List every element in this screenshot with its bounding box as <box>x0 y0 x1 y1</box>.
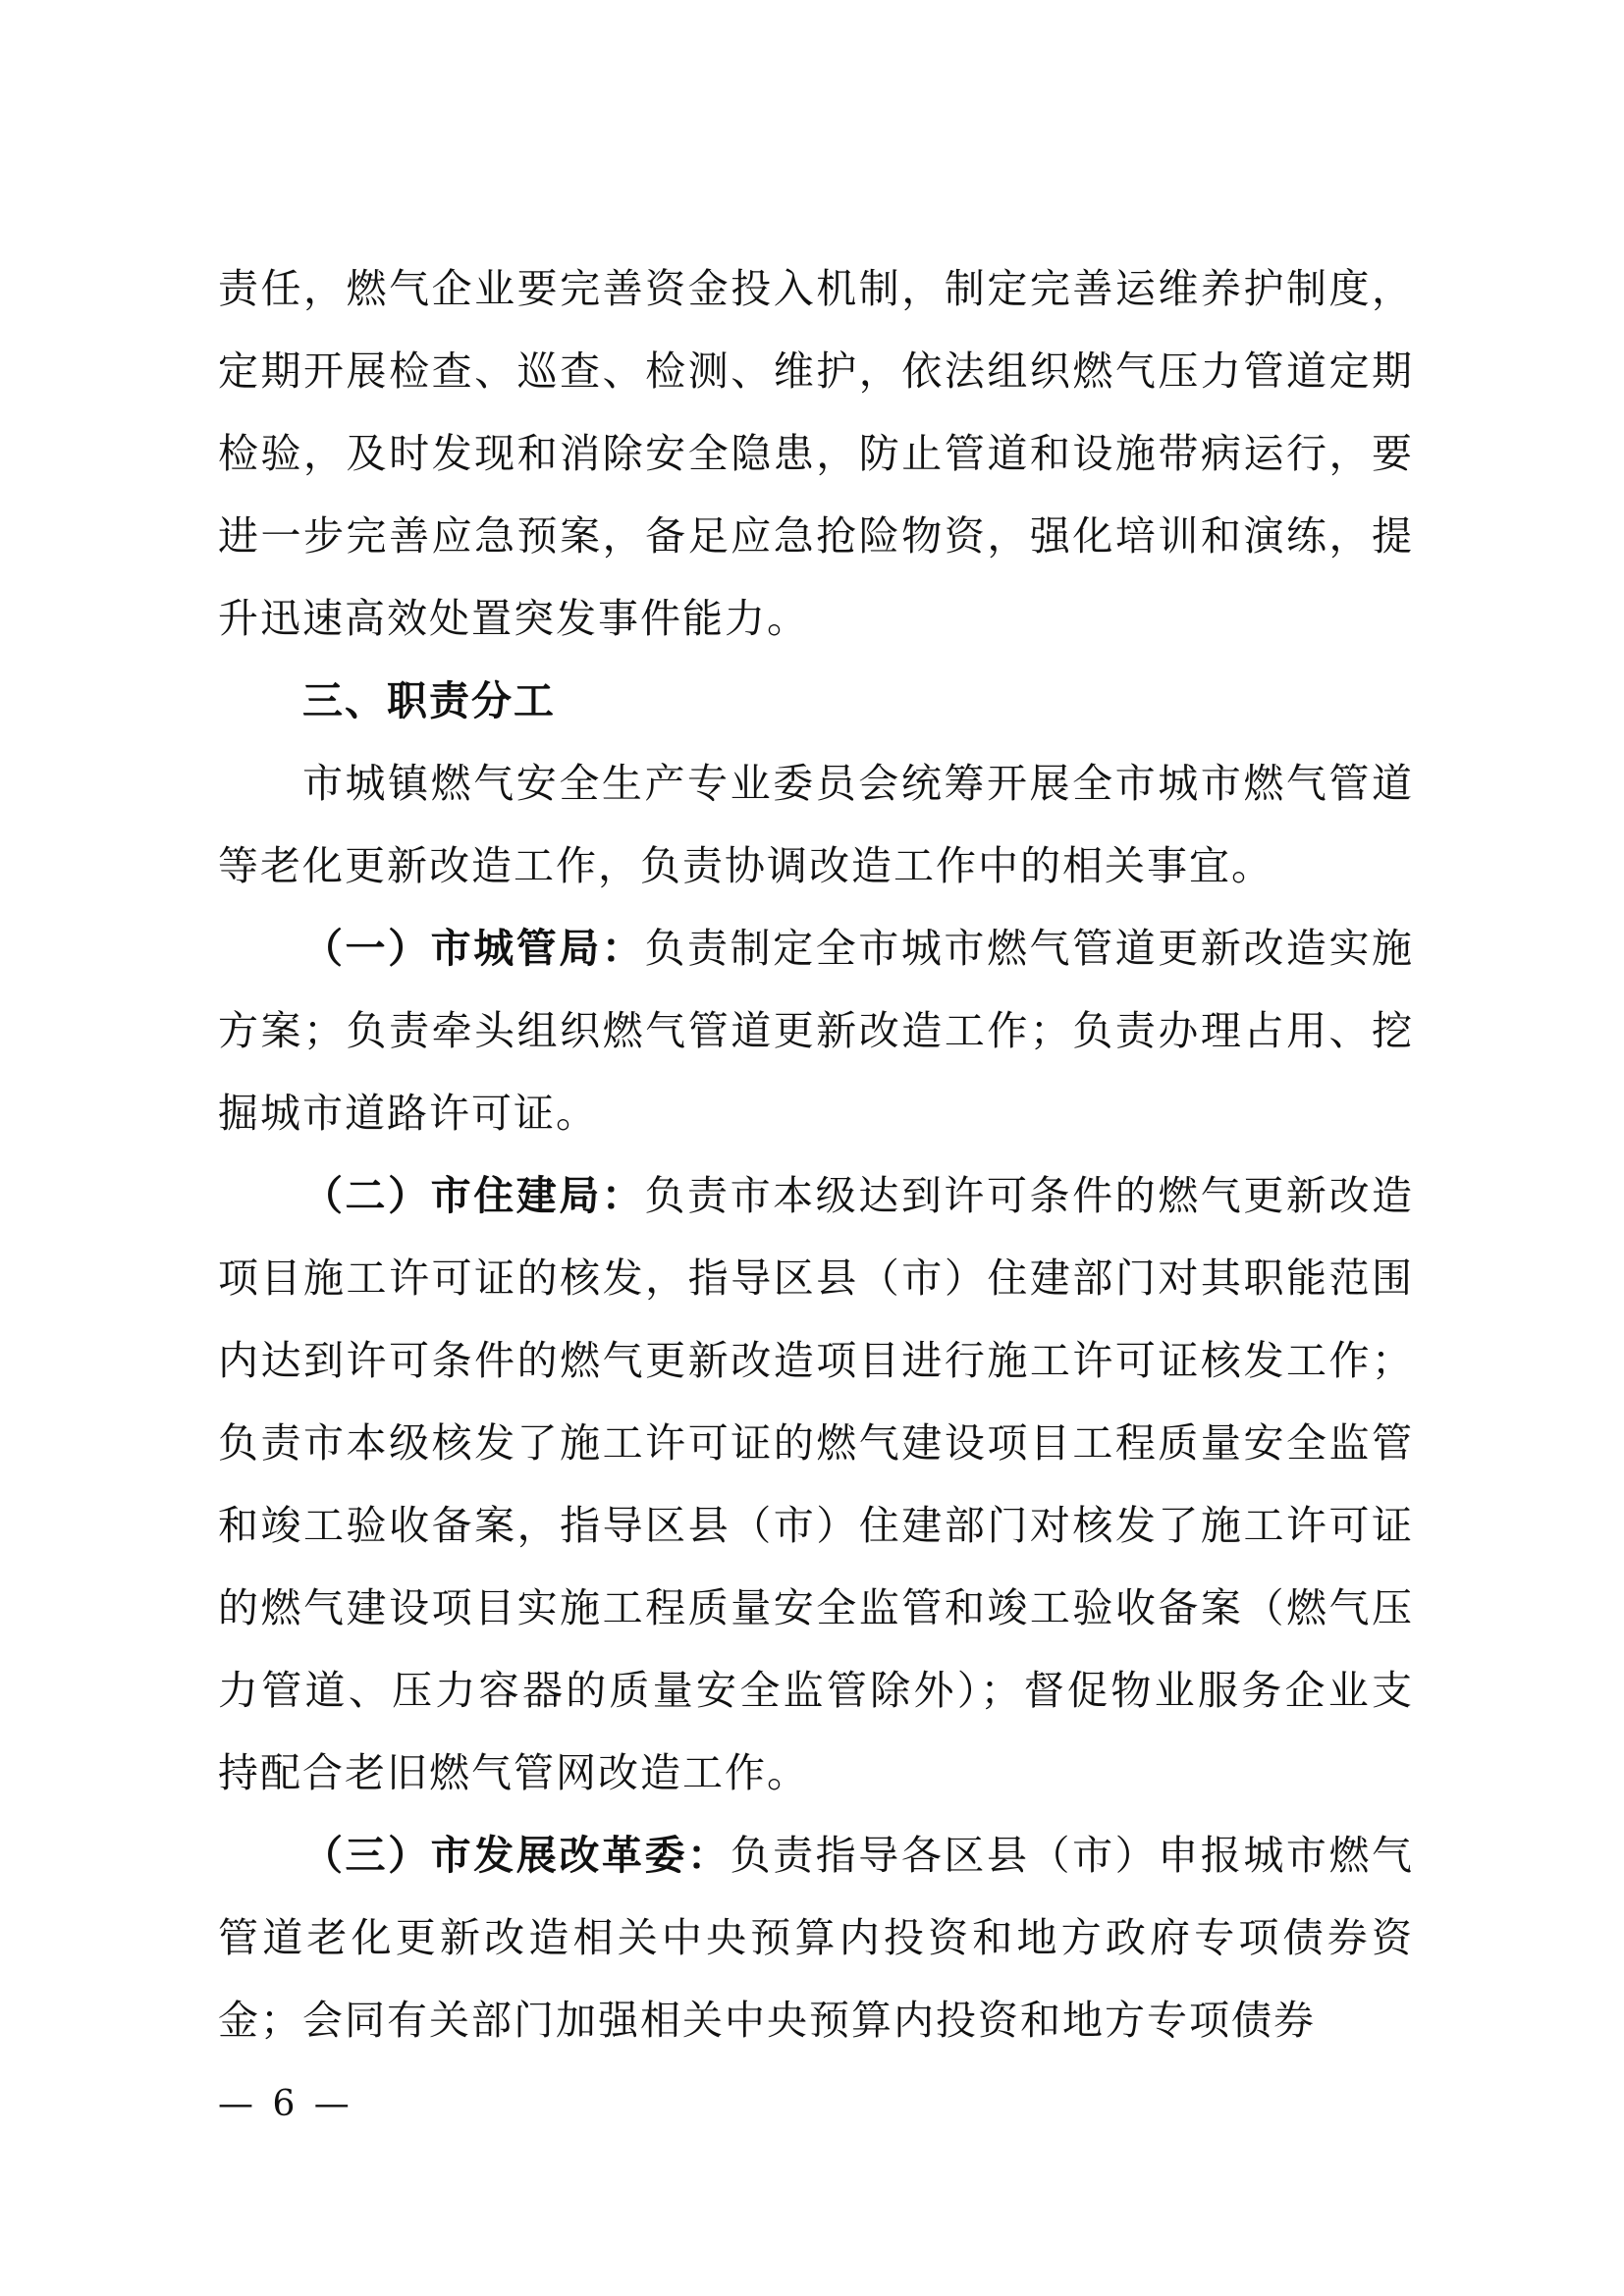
item-lead: （一）市城管局： <box>302 925 645 972</box>
section-heading-division-of-duties: 三、职责分工 <box>302 677 556 724</box>
item-development-reform-commission <box>218 1814 1414 2061</box>
item-lead: （二）市住建局： <box>302 1172 645 1219</box>
item-lead: （三）市发展改革委： <box>302 1832 731 1879</box>
page-number: — 6 — <box>218 2084 353 2124</box>
item-body: 负责制定全市城市燃气管道更新改造实施方案；负责牵头组织燃气管道更新改造工作；负责办理占用、挖掘城市道路许可证。 <box>218 925 1415 1137</box>
document-body <box>218 247 1414 2061</box>
item-body: 负责市本级达到许可条件的燃气更新改造项目施工许可证的核发，指导区县（市）住建部门对其职能范围内达到许可条件的燃气更新改造项目进行施工许可证核发工作；负责市本级核发了施工许可证的燃气建设项目工程质量安全监管和竣工验收备案，指导区县（市）住建部门对核发了施工许可证的燃气建设项目实施工程质量安全监管和竣工验收备案（燃气压力管道、压力容器的质量安全监管除外）；督促物业服务企业支持配合老旧燃气管网改造工作。 <box>218 1172 1415 1796</box>
paragraph-committee: 市城镇燃气安全生产专业委员会统筹开展全市城市燃气管道等老化更新改造工作，负责协调改造工作中的相关事宜。 <box>218 760 1414 889</box>
item-city-management-bureau <box>218 907 1414 1154</box>
paragraph-responsibility: 责任，燃气企业要完善资金投入机制，制定完善运维养护制度，定期开展检查、巡查、检测、维护，依法组织燃气压力管道定期检验，及时发现和消除安全隐患，防止管道和设施带病运行，要进一步完善应急预案，备足应急抢险物资，强化培训和演练，提升迅速高效处置突发事件能力。 <box>218 265 1414 642</box>
item-body: 负责指导各区县（市）申报城市燃气管道老化更新改造相关中央预算内投资和地方政府专项债券资金；会同有关部门加强相关中央预算内投资和地方专项债券 <box>218 1832 1415 2044</box>
item-housing-construction-bureau <box>218 1154 1414 1814</box>
